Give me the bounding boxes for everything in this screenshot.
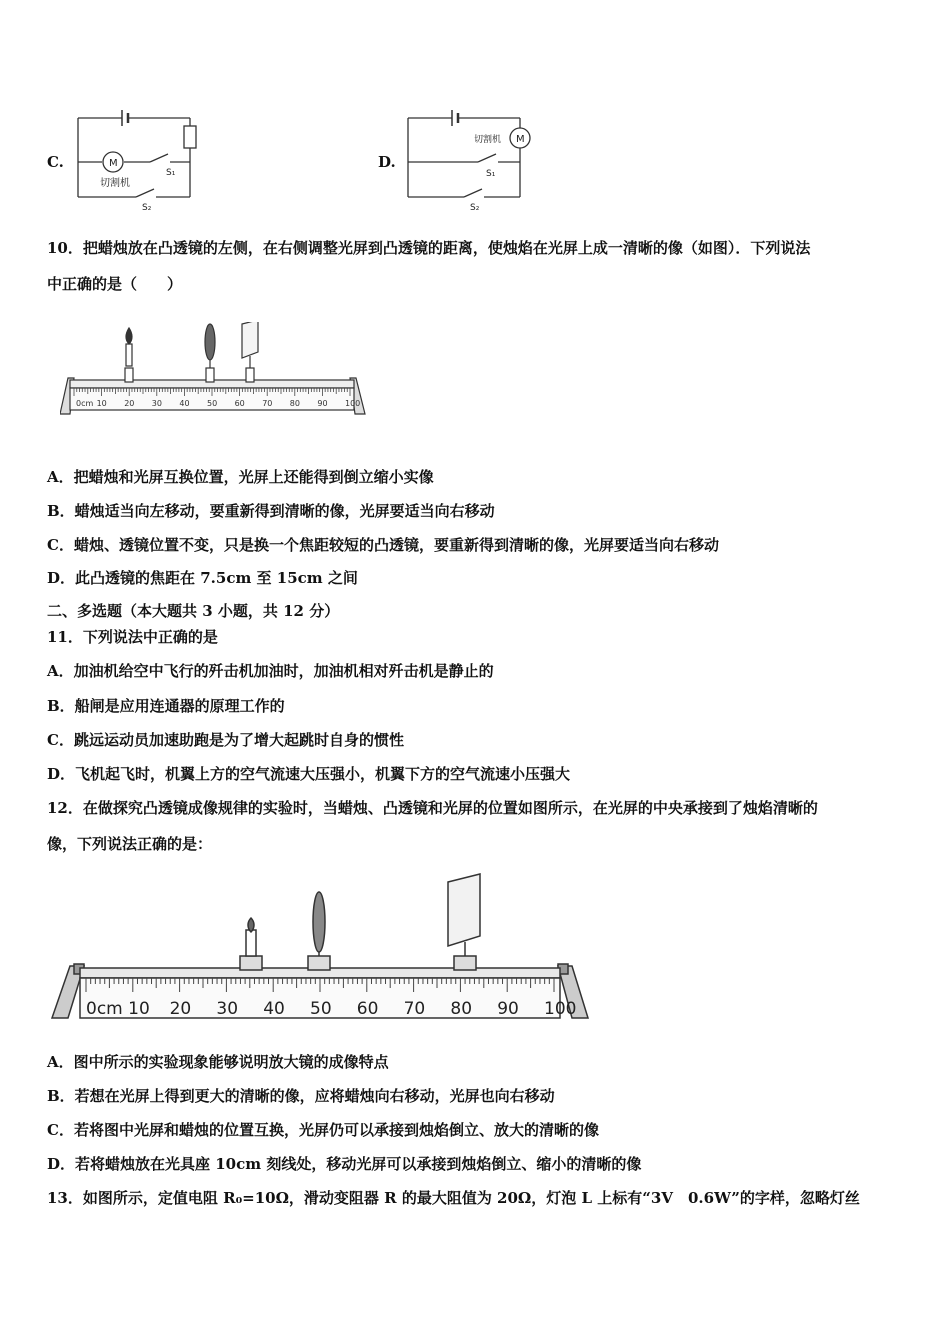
q12-option-a: A．图中所示的实验现象能够说明放大镜的成像特点 — [47, 1053, 389, 1071]
q12-option-c: C．若将图中光屏和蜡烛的位置互换，光屏仍可以承接到烛焰倒立、放大的清晰的像 — [47, 1121, 599, 1139]
q10-option-b: B．蜡烛适当向左移动，要重新得到清晰的像，光屏要适当向右移动 — [47, 502, 495, 520]
switch-s1-c: S₁ — [166, 168, 176, 178]
q10-ruler-tick-label: 80 — [289, 399, 300, 408]
q10-ruler-tick-label: 40 — [179, 399, 190, 408]
q10-option-c: C．蜡烛、透镜位置不变，只是换一个焦距较短的凸透镜，要重新得到清晰的像，光屏要适当向右移动 — [47, 536, 719, 554]
q12-option-d: D．若将蜡烛放在光具座 10cm 刻线处，移动光屏可以承接到烛焰倒立、缩小的清晰的像 — [47, 1155, 642, 1173]
q10-option-a: A．把蜡烛和光屏互换位置，光屏上还能得到倒立缩小实像 — [47, 468, 434, 486]
q12-ruler-tick-label: 40 — [263, 999, 285, 1019]
q11-option-d: D．飞机起飞时，机翼上方的空气流速大压强小，机翼下方的空气流速小压强大 — [47, 765, 571, 783]
q10-ruler-tick-label: 70 — [262, 399, 273, 408]
q13-stem: 13．如图所示，定值电阻 R₀=10Ω，滑动变阻器 R 的最大阻值为 20Ω，灯泡 L 上标有“3V 0.6W”的字样，忽略灯丝 — [47, 1189, 860, 1207]
q12-ruler-tick-label: 90 — [497, 999, 519, 1019]
q10-stem-line2: 中正确的是（ ） — [47, 275, 183, 293]
option-c-label: C. — [47, 153, 64, 171]
switch-s2-c: S₂ — [142, 203, 152, 212]
motor-symbol-d: M — [516, 134, 525, 145]
q10-option-d: D．此凸透镜的焦距在 7.5cm 至 15cm 之间 — [47, 569, 358, 587]
q10-ruler-tick-label: 90 — [317, 399, 328, 408]
q12-ruler-tick-label: 60 — [356, 999, 379, 1019]
q11-option-c: C．跳远运动员加速助跑是为了增大起跳时自身的惯性 — [47, 731, 404, 749]
q10-ruler-tick-label: 20 — [124, 399, 135, 408]
q12-ruler-tick-label: 0cm 10 — [86, 999, 150, 1019]
q11-option-a: A．加油机给空中飞行的歼击机加油时，加油机相对歼击机是静止的 — [47, 662, 494, 680]
q11-option-b: B．船闸是应用连通器的原理工作的 — [47, 697, 285, 715]
q10-ruler-tick-label: 30 — [151, 399, 162, 408]
q12-ruler-tick-label: 70 — [403, 999, 426, 1019]
q10-ruler-tick-label: 100 — [345, 399, 361, 408]
q10-ruler-tick-label: 50 — [207, 399, 218, 408]
q10-ruler-tick-label: 10 — [96, 399, 107, 408]
q12-stem-line2: 像，下列说法正确的是： — [47, 835, 213, 853]
optical-bench-figure-q10 — [60, 322, 370, 418]
q12-ruler-tick-label: 30 — [216, 999, 239, 1019]
q10-stem-line1: 10．把蜡烛放在凸透镜的左侧，在右侧调整光屏到凸透镜的距离，使烛焰在光屏上成一清晰的像（如图）．下列说法 — [47, 239, 811, 257]
switch-s2-d: S₂ — [470, 203, 480, 212]
switch-s1-d: S₁ — [486, 169, 496, 179]
q12-option-b: B．若想在光屏上得到更大的清晰的像，应将蜡烛向右移动，光屏也向右移动 — [47, 1087, 555, 1105]
q10-ruler-tick-label: 0cm — [76, 399, 94, 408]
q10-ruler-tick-label: 60 — [234, 399, 245, 408]
q12-ruler-tick-label: 20 — [169, 999, 192, 1019]
q12-ruler-tick-label: 100 — [544, 999, 577, 1019]
optical-bench-figure-q12 — [50, 870, 590, 1030]
q12-stem-line1: 12．在做探究凸透镜成像规律的实验时，当蜡烛、凸透镜和光屏的位置如图所示，在光屏的中央承接到了烛焰清晰的 — [47, 799, 818, 817]
circuit-diagram-d — [400, 102, 540, 212]
q11-stem: 11．下列说法中正确的是 — [47, 628, 218, 646]
motor-label-d: 切割机 — [474, 135, 502, 145]
motor-symbol-c: M — [109, 158, 118, 169]
option-d-label: D. — [378, 153, 396, 171]
circuit-diagram-c — [70, 102, 210, 212]
q12-ruler-tick-label: 80 — [450, 999, 473, 1019]
motor-label-c: 切割机 — [100, 178, 130, 189]
section-title: 二、多选题（本大题共 3 小题，共 12 分） — [47, 602, 340, 620]
q12-ruler-tick-label: 50 — [310, 999, 332, 1019]
